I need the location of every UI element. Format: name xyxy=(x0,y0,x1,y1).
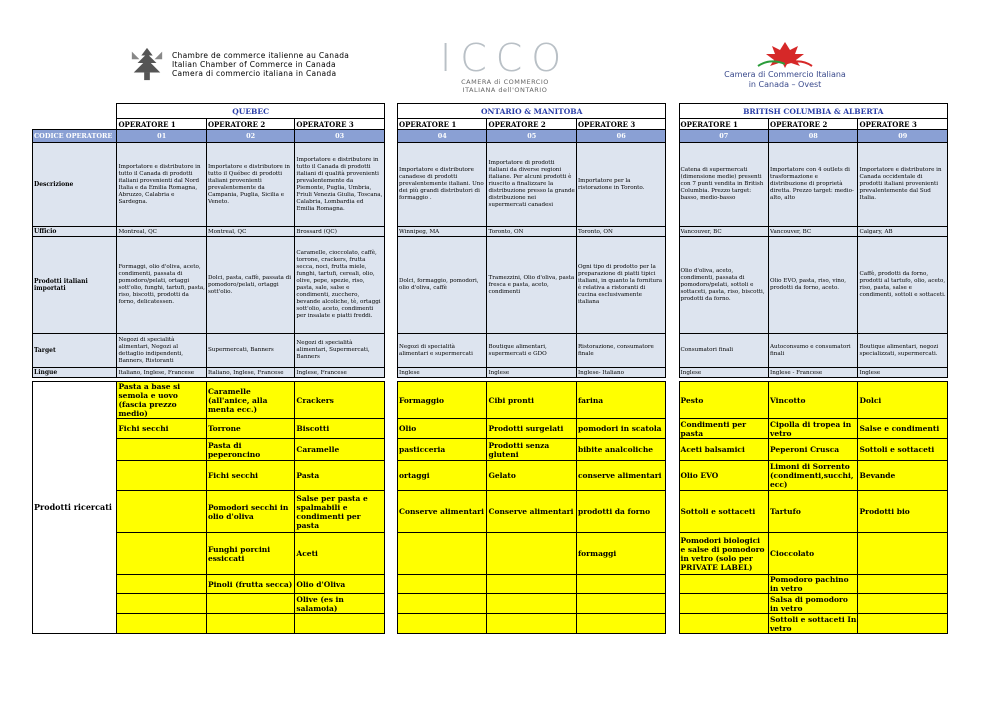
office-cell: Brossard (QC) xyxy=(295,227,385,237)
sought-product-cell: Pomodori biologici e salse di pomodoro in vetro (solo per PRIVATE LABEL) xyxy=(679,533,768,575)
camera-ovest-line-2: in Canada – Ovest xyxy=(748,80,822,89)
products-cell: Olio EVO, pasta, riso, vino, prodotti da forno, aceto. xyxy=(769,237,858,334)
camera-ovest-line-1: Camera di Commercio Italiana xyxy=(724,70,846,79)
sought-product-cell xyxy=(397,614,486,634)
sought-product-cell: Pinoli (frutta secca) xyxy=(206,575,294,594)
office-cell: Toronto, ON xyxy=(487,227,576,237)
sought-product-cell: Cibi pronti xyxy=(487,382,576,419)
header xyxy=(0,0,992,100)
products-cell: Dolci, pasta, caffè, passata di pomodoro/pelati, ortaggi sott'olio. xyxy=(206,237,294,334)
language-cell: Inglese xyxy=(487,368,576,378)
target-cell: Negozi di specialità alimentari e supermercati xyxy=(397,334,486,368)
target-cell: Boutique alimentari, negozi specializzati, supermercati. xyxy=(858,334,948,368)
sought-product-cell xyxy=(206,594,294,614)
operator-header: OPERATORE 1 xyxy=(117,119,206,130)
sought-product-cell: Fichi secchi xyxy=(117,419,206,439)
language-cell: Italiano, Inglese, Francese xyxy=(117,368,206,378)
description-cell: Importatore e distributore in Canada occidentale di prodotti italiani provenienti prevalentemente dal Sud Italia. xyxy=(858,143,948,227)
row-label-ufficio: Ufficio xyxy=(33,227,117,237)
sought-products-row xyxy=(33,575,948,594)
sought-product-cell: Tartufo xyxy=(769,491,858,533)
operator-code: 05 xyxy=(487,130,576,143)
description-cell: Importatore di prodotti italiani da diverse regioni italiane. Per alcuni prodotti è riuscito a finalizzare la distribuzione presso la grande distribuzione nei supermercati canadesi xyxy=(487,143,576,227)
logo1-line-2: Italian Chamber of Commerce in Canada xyxy=(172,59,336,69)
description-cell: Importatore e distributore in tutto il Québec di prodotti italiani provenienti prevalentemente da Campania, Puglia, Sicilia e Veneto. xyxy=(206,143,294,227)
operator-header: OPERATORE 1 xyxy=(679,119,768,130)
language-cell: Inglese - Francese xyxy=(769,368,858,378)
sought-product-cell: Salsa di pomodoro in vetro xyxy=(769,594,858,614)
operator-code: 04 xyxy=(397,130,486,143)
sought-product-cell: Pomodori secchi in olio d'oliva xyxy=(206,491,294,533)
sought-product-cell: Formaggio xyxy=(397,382,486,419)
sought-product-cell: Pesto xyxy=(679,382,768,419)
office-cell: Toronto, ON xyxy=(576,227,666,237)
region-quebec: QUEBEC xyxy=(117,104,384,119)
sought-product-cell: Biscotti xyxy=(295,419,385,439)
operator-code: 01 xyxy=(117,130,206,143)
icco-logo-line-1: CAMERA di COMMERCIO xyxy=(461,78,549,86)
sought-product-cell xyxy=(858,575,948,594)
sought-product-cell: Olio xyxy=(397,419,486,439)
icco-logo xyxy=(440,38,570,94)
operator-header: OPERATORE 2 xyxy=(487,119,576,130)
row-label-prodotti: Prodotti italiani importati xyxy=(33,237,117,334)
sought-product-cell xyxy=(487,533,576,575)
office-cell: Winnipeg, MA xyxy=(397,227,486,237)
target-cell: Supermercati, Banners xyxy=(206,334,294,368)
products-cell: Ogni tipo di prodotto per la preparazione di piatti tipici italiani, in quanto la fornitura è relativa a ristoranti di cucina esclusivamente italiana xyxy=(576,237,666,334)
sought-product-cell: Salse per pasta e spalmabili e condimenti per pasta xyxy=(295,491,385,533)
sought-product-cell: Caramelle (all'anice, alla menta ecc.) xyxy=(206,382,294,419)
sought-product-cell: Cipolla di tropea in vetro xyxy=(769,419,858,439)
operator-code: 03 xyxy=(295,130,385,143)
row-label-lingue: Lingue xyxy=(33,368,117,378)
sought-product-cell xyxy=(858,614,948,634)
italian-chamber-canada-logo xyxy=(128,46,349,82)
sought-product-cell: Vincotto xyxy=(769,382,858,419)
sought-products-row xyxy=(33,594,948,614)
operator-header: OPERATORE 3 xyxy=(576,119,666,130)
sought-product-cell: pasticceria xyxy=(397,439,486,461)
language-cell: Inglese xyxy=(679,368,768,378)
sought-product-cell: ortaggi xyxy=(397,461,486,491)
sought-products-row xyxy=(33,491,948,533)
sought-product-cell xyxy=(117,575,206,594)
sought-product-cell: Pasta xyxy=(295,461,385,491)
products-cell: Formaggi, olio d'oliva, aceto, condimenti, passata di pomodoro/pelati, ortaggi sott'olio, funghi, tartufi, pasta, riso, biscotti, prodotti da forno, delicatessen. xyxy=(117,237,206,334)
description-cell: Importatore e distributore in tutto il Canada di prodotti italiani di qualità provenienti prevalentemente da Piemonte, Puglia, Umbria, Friuli Venezia Giulia, Toscana, Calabria, Lombardia ed Emilia Romagna. xyxy=(295,143,385,227)
sought-product-cell: Prodotti senza glutenі xyxy=(487,439,576,461)
sought-product-cell: Conserve alimentari xyxy=(397,491,486,533)
operator-header: OPERATORE 2 xyxy=(206,119,294,130)
operator-code: 07 xyxy=(679,130,768,143)
products-cell: Dolci, formaggio, pomodori, olio d'oliva, caffè xyxy=(397,237,486,334)
target-cell: Negozi di specialità alimentari, Negozi al dettaglio indipendenti, Banners, Ristoranti xyxy=(117,334,206,368)
sought-product-cell xyxy=(487,614,576,634)
sought-product-cell xyxy=(487,575,576,594)
sought-product-cell xyxy=(576,594,666,614)
description-cell: Importatore per la ristorazione in Toronto. xyxy=(576,143,666,227)
sought-product-cell xyxy=(117,439,206,461)
row-label-target: Target xyxy=(33,334,117,368)
operator-code: 09 xyxy=(858,130,948,143)
sought-product-cell xyxy=(206,614,294,634)
sought-product-cell: Gelato xyxy=(487,461,576,491)
sought-products-row xyxy=(33,461,948,491)
row-label-descrizione: Descrizione xyxy=(33,143,117,227)
sought-product-cell xyxy=(576,614,666,634)
sought-product-cell xyxy=(295,614,385,634)
sought-product-cell xyxy=(679,614,768,634)
sought-product-cell: Aceti balsamici xyxy=(679,439,768,461)
sought-product-cell: Aceti xyxy=(295,533,385,575)
row-label-ricercati: Prodotti ricercati xyxy=(33,382,117,634)
region-ontario-manitoba: ONTARIO & MANITOBA xyxy=(397,104,665,119)
sought-product-cell: Salse e condimenti xyxy=(858,419,948,439)
sought-product-cell xyxy=(397,575,486,594)
sought-product-cell: Conserve alimentari xyxy=(487,491,576,533)
sought-product-cell: Condimenti per pasta xyxy=(679,419,768,439)
sought-product-cell xyxy=(679,594,768,614)
sought-product-cell xyxy=(858,533,948,575)
sought-product-cell xyxy=(679,575,768,594)
sought-product-cell: Sottoli e sottaceti xyxy=(858,439,948,461)
sought-product-cell: Pomodoro pachino in vetro xyxy=(769,575,858,594)
products-cell: Olio d'oliva, aceto, condimenti, passata di pomodoro/pelati, sottoli e sottaceti, pasta, riso, biscotti, prodotti da forno. xyxy=(679,237,768,334)
sought-product-cell xyxy=(117,491,206,533)
sought-product-cell: conserve alimentari xyxy=(576,461,666,491)
sought-product-cell: Olio EVO xyxy=(679,461,768,491)
operator-header: OPERATORE 1 xyxy=(397,119,486,130)
sought-product-cell xyxy=(117,461,206,491)
sought-product-cell: prodotti da forno xyxy=(576,491,666,533)
sought-product-cell: Crackers xyxy=(295,382,385,419)
sought-product-cell: Pasta di peperoncino xyxy=(206,439,294,461)
target-cell: Ristorazione, consumatore finale xyxy=(576,334,666,368)
row-label-code: CODICE OPERATORE xyxy=(33,130,117,143)
language-cell: Inglese- Italiano xyxy=(576,368,666,378)
sought-product-cell: Prodotti bio xyxy=(858,491,948,533)
icco-logo-text: ICCO xyxy=(440,36,571,80)
sought-product-cell xyxy=(858,594,948,614)
office-cell: Calgary, AB xyxy=(858,227,948,237)
operator-header: OPERATORE 2 xyxy=(769,119,858,130)
products-cell: Tramezzini, Olio d'oliva, pasta fresca e pasta, aceto, condimenti xyxy=(487,237,576,334)
sought-products-row xyxy=(33,419,948,439)
region-bc-alberta: BRITISH COLUMBIA & ALBERTA xyxy=(679,104,947,119)
sought-products-section xyxy=(33,382,948,634)
camera-ovest-logo xyxy=(720,40,850,90)
sought-product-cell: Fichi secchi xyxy=(206,461,294,491)
operator-code: 08 xyxy=(769,130,858,143)
sought-products-row xyxy=(33,533,948,575)
target-cell: Negozi di specialità alimentari, Supermercati, Banners xyxy=(295,334,385,368)
sought-product-cell: Prodotti surgelati xyxy=(487,419,576,439)
sought-product-cell xyxy=(397,594,486,614)
sought-products-row xyxy=(33,614,948,634)
sought-products-row xyxy=(33,382,948,419)
sought-product-cell xyxy=(576,575,666,594)
operator-header: OPERATORE 3 xyxy=(858,119,948,130)
target-cell: Boutique alimentari, supermercati e GDO xyxy=(487,334,576,368)
sought-product-cell: Olio d'Oliva xyxy=(295,575,385,594)
sought-product-cell: Sottoli e sottaceti xyxy=(679,491,768,533)
sought-product-cell: Peperoni Crusca xyxy=(769,439,858,461)
maple-leaf-icon xyxy=(750,40,820,70)
language-cell: Inglese xyxy=(397,368,486,378)
sought-product-cell: bibite analcoliche xyxy=(576,439,666,461)
sought-product-cell xyxy=(397,533,486,575)
sought-product-cell xyxy=(117,594,206,614)
sought-product-cell: formaggi xyxy=(576,533,666,575)
operator-header: OPERATORE 3 xyxy=(295,119,385,130)
sought-product-cell xyxy=(117,614,206,634)
logo1-line-3: Camera di commercio italiana in Canada xyxy=(172,68,337,78)
sought-product-cell: Limoni di Sorrento (condimenti,succhi, ecc) xyxy=(769,461,858,491)
sought-product-cell xyxy=(487,594,576,614)
products-cell: Caffè, prodotti da forno, prodotti al tartufo, olio, aceto, riso, pasta, salse e condimenti, sottoli e sottaceti. xyxy=(858,237,948,334)
sought-product-cell: Dolci xyxy=(858,382,948,419)
operator-code: 06 xyxy=(576,130,666,143)
office-cell: Montreal, QC xyxy=(117,227,206,237)
language-cell: Inglese, Francese xyxy=(295,368,385,378)
description-cell: Catena di supermercati (dimensione medie) presenti con 7 punti vendita in British Columbia. Prezzo target: basso, medio-basso xyxy=(679,143,768,227)
office-cell: Vancouver, BC xyxy=(679,227,768,237)
sought-product-cell: Funghi porcini essiccati xyxy=(206,533,294,575)
sought-products-row xyxy=(33,439,948,461)
products-cell: Caramelle, cioccolato, caffè, torrone, crackers, frutta secca, noci, frutta miele, funghi, tartufi, cereali, olio, olive, pepe, spezie, riso, pasta, sale, salse e condimenti, zucchero, bevande alcoliche, tè, ortaggi sott'olio, aceto, condimenti per insalate e piatti freddi. xyxy=(295,237,385,334)
sought-product-cell: Sottoli e sottaceti In vetro xyxy=(770,614,857,633)
operators-table xyxy=(32,103,948,634)
sought-product-cell: Caramelle xyxy=(295,439,385,461)
language-cell: Inglese xyxy=(858,368,948,378)
sought-product-cell: Pasta a base si semola e uovo (fascia prezzo medio) xyxy=(117,382,206,419)
target-cell: Consumatori finali xyxy=(679,334,768,368)
office-cell: Vancouver, BC xyxy=(769,227,858,237)
sought-product-cell xyxy=(117,533,206,575)
maple-tree-icon xyxy=(128,46,166,82)
sought-product-cell: farina xyxy=(576,382,666,419)
sought-product-cell: Olive (es in salamoia) xyxy=(295,594,385,614)
description-cell: Importatore e distributore in tutto il Canada di prodotti italiani provenienti dal Nord Italia e da Emilia Romagna, Abruzzo, Calabria e Sardegna. xyxy=(117,143,206,227)
sought-product-cell: Bevande xyxy=(858,461,948,491)
icco-logo-line-2: ITALIANA dell'ONTARIO xyxy=(462,86,548,94)
sought-product-cell: Torrone xyxy=(206,419,294,439)
description-cell: Importatore e distributore canadese di prodotti prevalentemente italiani. Uno dei più grandi distributori di formaggio . xyxy=(397,143,486,227)
language-cell: Italiano, Inglese, Francese xyxy=(206,368,294,378)
sought-product-cell: pomodori in scatola xyxy=(576,419,666,439)
operator-code: 02 xyxy=(206,130,294,143)
logo1-line-1: Chambre de commerce italienne au Canada xyxy=(172,50,350,60)
description-cell: Importatore con 4 outlets di trasformazione e distribuzione di proprietà diretta. Prezzo target: medio-alto, alto xyxy=(769,143,858,227)
office-cell: Montreal, QC xyxy=(206,227,294,237)
sought-product-cell: Cioccolato xyxy=(769,533,858,575)
target-cell: Autoconsumo e consumatori finali xyxy=(769,334,858,368)
